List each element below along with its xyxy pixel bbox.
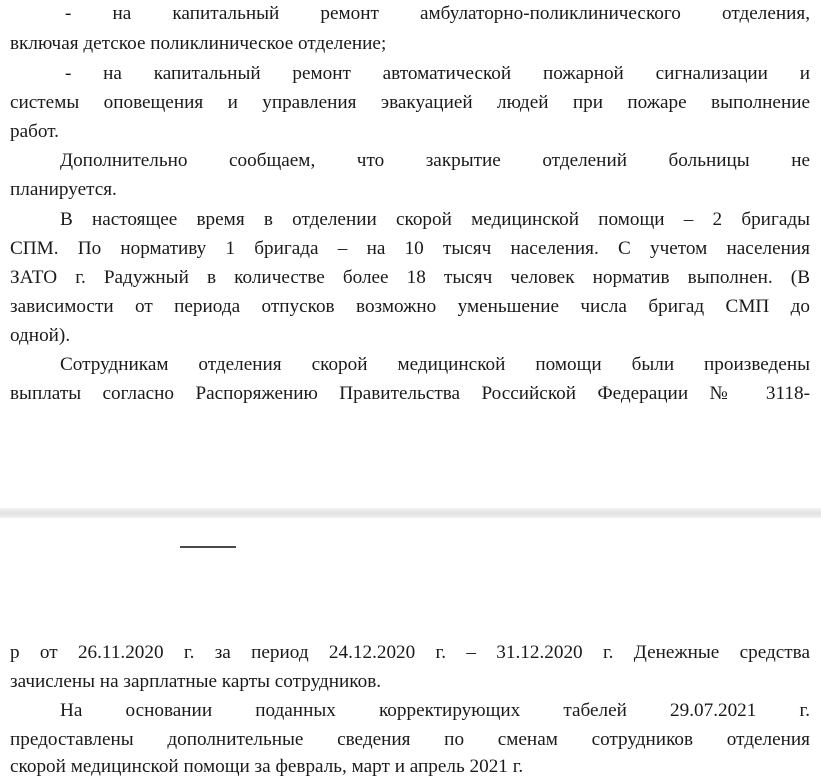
paragraph-line: включая детское поликлиническое отделение;: [10, 33, 387, 54]
document-page-bottom: [0, 518, 821, 781]
paragraph-line: предоставлены дополнительные сведения по сменам сотрудников отделения: [10, 729, 810, 750]
paragraph-line: планируется.: [10, 179, 117, 200]
paragraph-line: скорой медицинской помощи за февраль, март и апрель 2021 г.: [10, 756, 524, 777]
scan-artifact-line: [180, 546, 236, 548]
page-separator: [0, 508, 821, 518]
paragraph-line: В настоящее время в отделении скорой медицинской помощи – 2 бригады: [60, 209, 810, 230]
paragraph-line: - на капитальный ремонт автоматической пожарной сигнализации и: [65, 63, 810, 84]
paragraph-line: выплаты согласно Распоряжению Правительства Российской Федерации № 3118-: [10, 383, 810, 404]
paragraph-line: работ.: [10, 121, 59, 142]
paragraph-line: На основании поданных корректирующих табелей 29.07.2021 г.: [60, 700, 810, 721]
paragraph-line: системы оповещения и управления эвакуацией людей при пожаре выполнение: [10, 92, 810, 113]
paragraph-line: р от 26.11.2020 г. за период 24.12.2020 г. – 31.12.2020 г. Денежные средства: [10, 642, 810, 663]
paragraph-line: зачислены на зарплатные карты сотрудников.: [10, 671, 382, 692]
paragraph-line: Дополнительно сообщаем, что закрытие отделений больницы не: [60, 150, 810, 171]
paragraph-line: - на капитальный ремонт амбулаторно-поликлинического отделения,: [65, 3, 810, 24]
paragraph-line: СПМ. По нормативу 1 бригада – на 10 тысяч населения. С учетом населения: [10, 238, 810, 259]
paragraph-line: одной).: [10, 325, 71, 346]
paragraph-line: зависимости от периода отпусков возможно уменьшение числа бригад СМП до: [10, 296, 810, 317]
paragraph-line: ЗАТО г. Радужный в количестве более 18 тысяч человек норматив выполнен. (В: [10, 267, 810, 288]
paragraph-line: Сотрудникам отделения скорой медицинской помощи были произведены: [60, 354, 810, 375]
